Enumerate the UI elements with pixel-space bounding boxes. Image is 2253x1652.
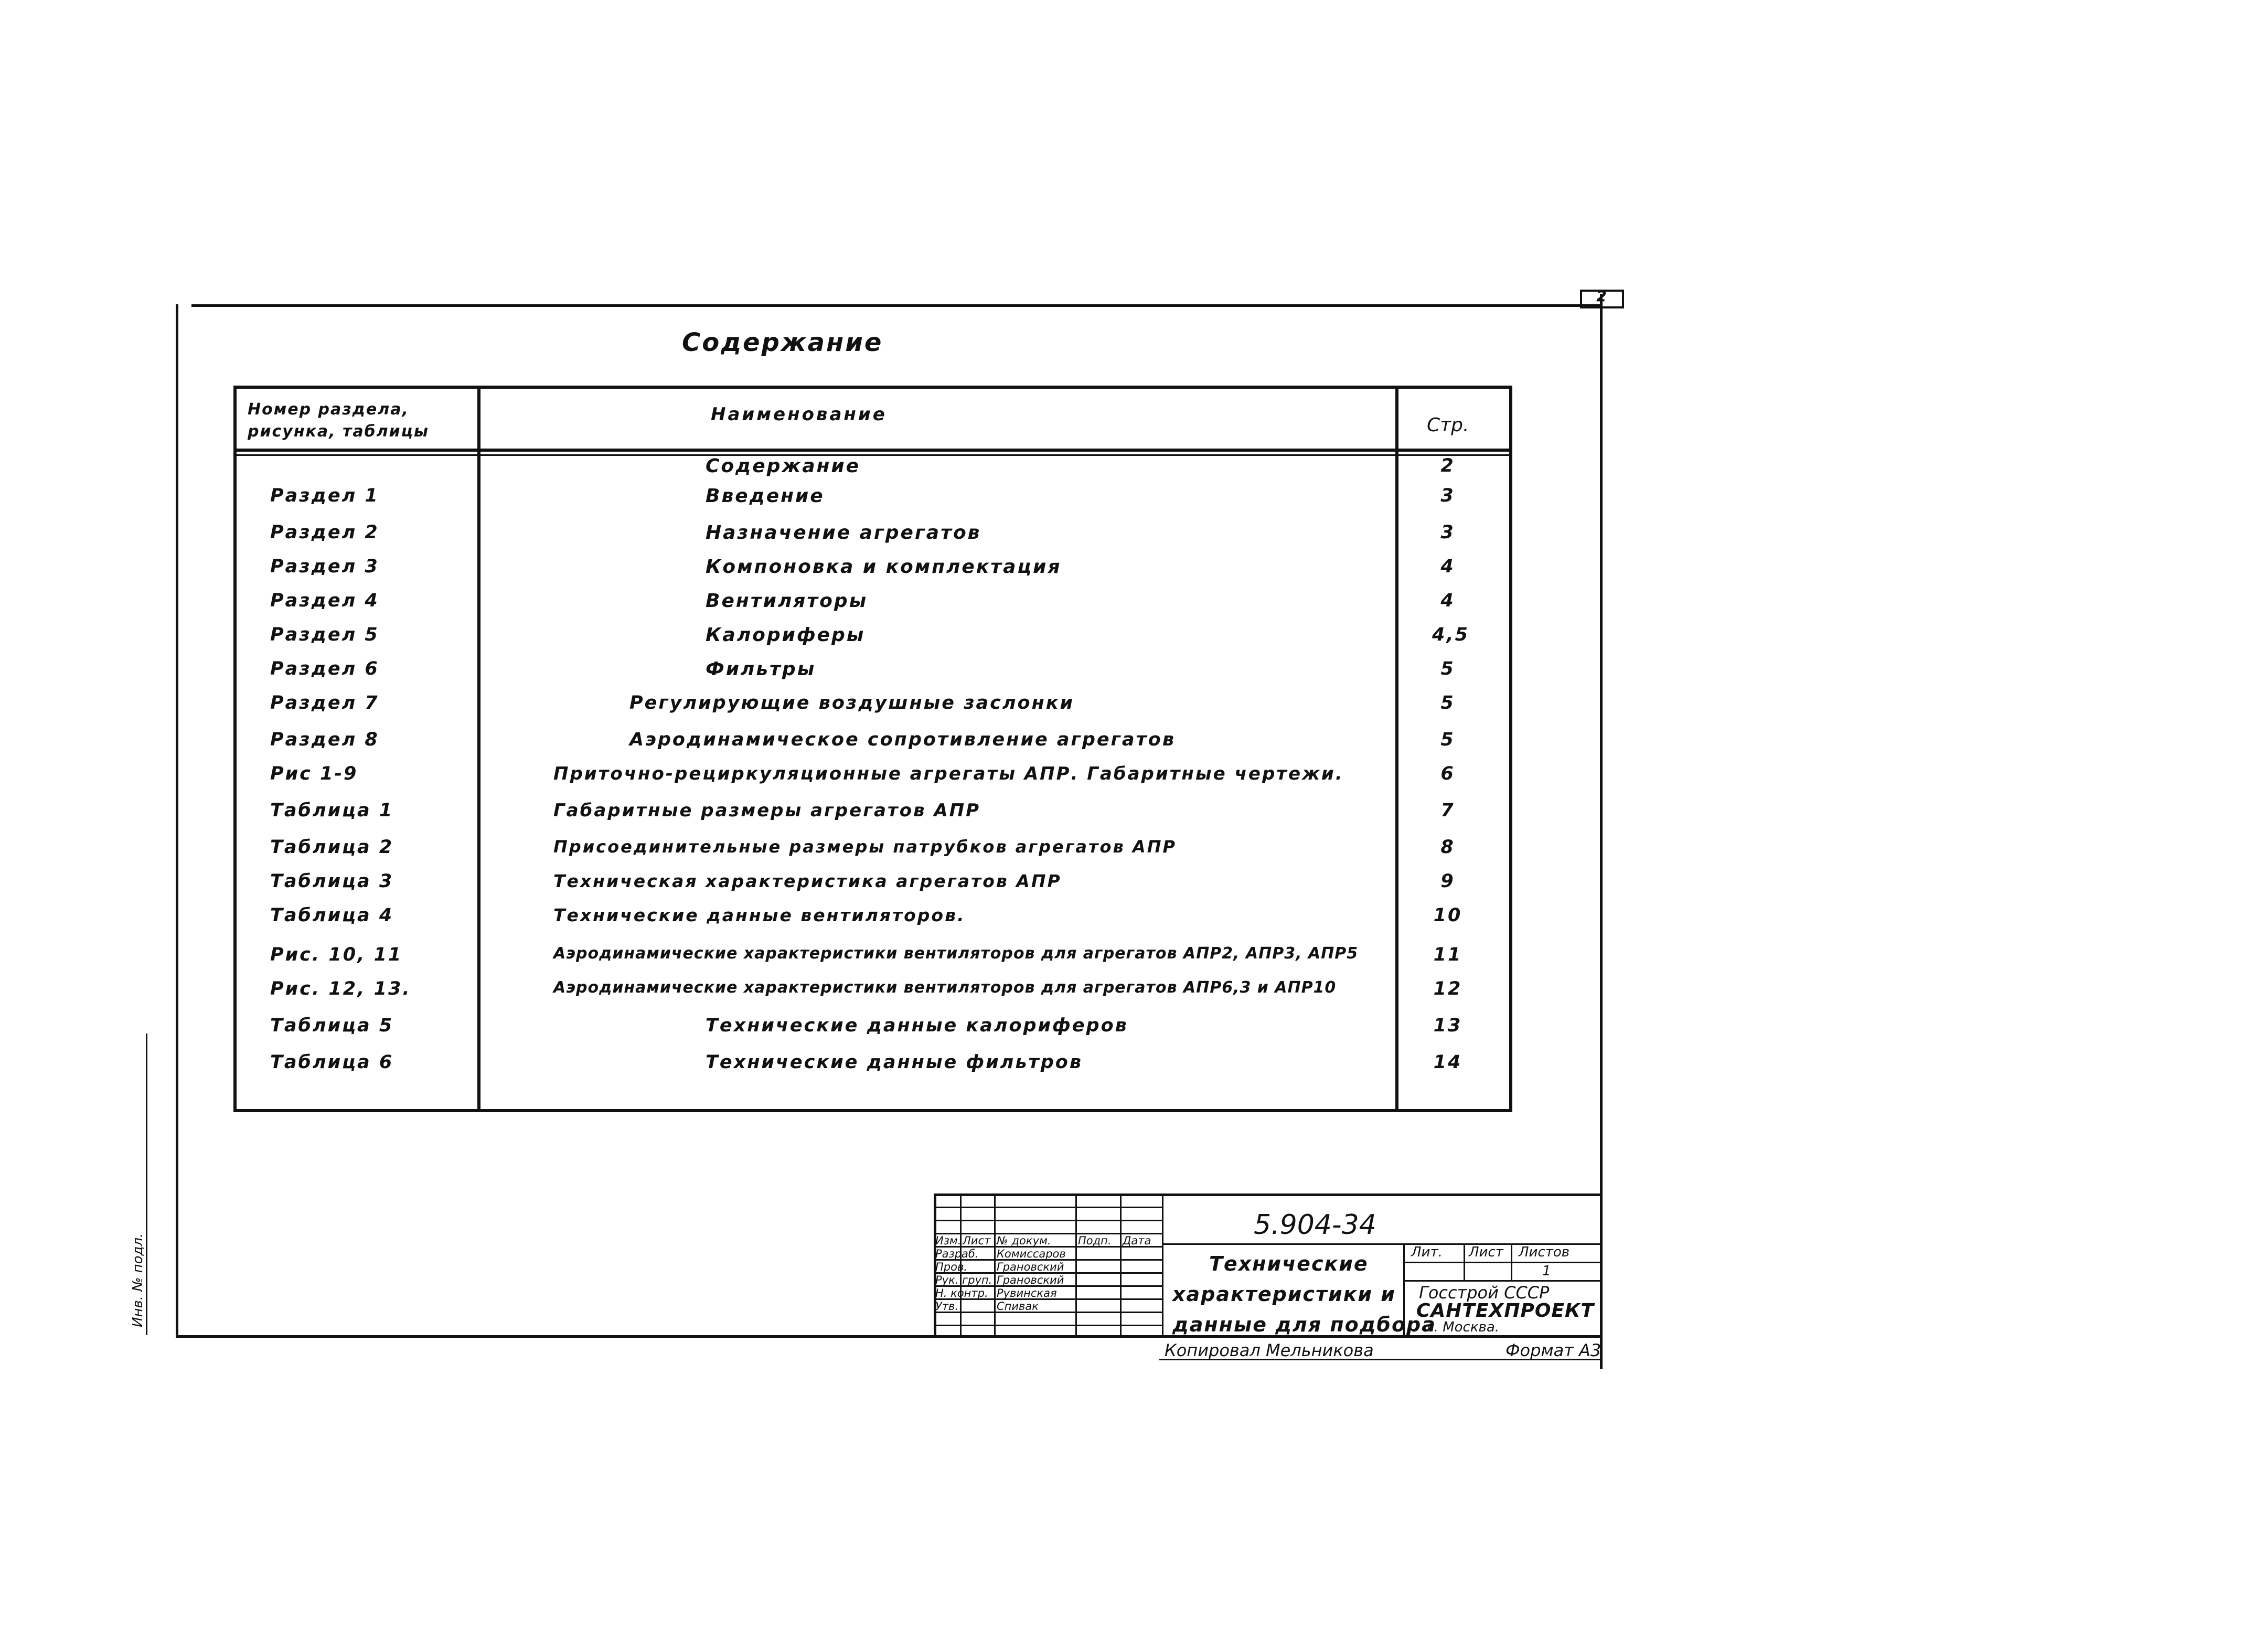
- row-ref: Таблица 2: [270, 837, 394, 858]
- lit-label: Лит.: [1411, 1244, 1443, 1260]
- row-ref: Таблица 3: [270, 871, 394, 892]
- table-header-line: [233, 449, 1512, 452]
- org-line: г. Москва.: [1427, 1319, 1500, 1335]
- row-page: 8: [1440, 837, 1455, 858]
- row-page: 4: [1440, 590, 1455, 611]
- stamp-header: Подп.: [1078, 1234, 1112, 1247]
- title-block-divider: [1464, 1243, 1465, 1280]
- stamp-person: Комиссаров: [997, 1248, 1066, 1260]
- row-name: Аэродинамические характеристики вентиляторов для агрегатов АПР6,3 и АПР10: [553, 978, 1337, 997]
- stamp-header: Лист: [963, 1234, 991, 1247]
- table-header-page: Стр.: [1427, 414, 1469, 436]
- stamp-role: Рук. груп.: [935, 1274, 992, 1286]
- row-page: 7: [1440, 800, 1455, 821]
- stamp-person: Грановский: [997, 1261, 1064, 1273]
- stamp-role: Н. контр.: [935, 1287, 988, 1299]
- row-page: 13: [1433, 1015, 1462, 1036]
- stamp-grid-line: [934, 1207, 1162, 1208]
- frame-left-border: [176, 304, 178, 1338]
- row-name: Техническая характеристика агрегатов АПР: [553, 871, 1062, 891]
- stamp-grid-line: [934, 1325, 1162, 1326]
- document-title-line: характеристики и: [1172, 1283, 1396, 1306]
- row-page: 2: [1440, 455, 1455, 476]
- row-page: 4: [1440, 556, 1455, 577]
- row-name: Калориферы: [706, 624, 866, 646]
- row-name: Присоединительные размеры патрубков агрегатов АПР: [553, 837, 1177, 857]
- row-ref: Раздел 5: [270, 624, 379, 645]
- title-block-divider: [1403, 1262, 1603, 1263]
- row-page: 10: [1433, 905, 1462, 926]
- sheet-number: 2: [1596, 287, 1607, 305]
- row-ref: Таблица 1: [270, 800, 394, 821]
- stamp-person: Грановский: [997, 1274, 1064, 1286]
- stamp-role: Разраб.: [935, 1248, 979, 1260]
- row-name: Фильтры: [706, 658, 816, 680]
- row-name: Вентиляторы: [706, 590, 868, 612]
- row-ref: Раздел 1: [270, 485, 379, 506]
- sheets-label: Листов: [1519, 1244, 1570, 1260]
- table-column-divider: [477, 386, 481, 1112]
- row-ref: Раздел 7: [270, 692, 379, 713]
- row-page: 5: [1440, 729, 1455, 750]
- stamp-role: Утв.: [935, 1300, 959, 1313]
- stamp-grid-line: [934, 1220, 1162, 1221]
- row-name: Технические данные вентиляторов.: [553, 905, 966, 925]
- stamp-grid-line: [1162, 1193, 1163, 1335]
- row-ref: Раздел 8: [270, 729, 379, 750]
- row-page: 3: [1440, 522, 1455, 543]
- row-page: 3: [1440, 485, 1455, 506]
- stamp-grid-line: [934, 1312, 1162, 1313]
- title-block-divider: [1511, 1243, 1512, 1280]
- stamp-role: Пров.: [935, 1261, 968, 1273]
- table-header-number: Номер раздела, рисунка, таблицы: [248, 400, 429, 441]
- row-name: Технические данные фильтров: [706, 1052, 1083, 1073]
- row-ref: Рис. 12, 13.: [270, 978, 411, 999]
- row-name: Компоновка и комплектация: [706, 556, 1062, 578]
- table-header-line: [233, 454, 1512, 456]
- stamp-grid-line: [1120, 1193, 1122, 1335]
- stamp-header: Изм.: [935, 1234, 962, 1247]
- stamp-grid-line: [1075, 1193, 1077, 1335]
- row-page: 9: [1440, 871, 1455, 892]
- row-name: Аэродинамическое сопротивление агрегатов: [629, 729, 1176, 750]
- org-line: Госстрой СССР: [1419, 1283, 1550, 1303]
- row-page: 5: [1440, 658, 1455, 679]
- row-name: Аэродинамические характеристики вентиляторов для агрегатов АПР2, АПР3, АПР5: [553, 944, 1359, 963]
- row-ref: Таблица 6: [270, 1052, 394, 1073]
- sheets-value: 1: [1542, 1263, 1551, 1279]
- row-page: 5: [1440, 692, 1455, 713]
- stamp-person: Рувинская: [997, 1287, 1057, 1299]
- row-name: Габаритные размеры агрегатов АПР: [553, 800, 981, 821]
- document-title-line: Технические: [1209, 1252, 1369, 1275]
- row-ref: Раздел 6: [270, 658, 379, 679]
- row-page: 6: [1440, 763, 1455, 784]
- row-name: Приточно-рециркуляционные агрегаты АПР. Габаритные чертежи.: [553, 763, 1344, 784]
- row-page: 11: [1433, 944, 1462, 965]
- row-ref: Раздел 2: [270, 522, 379, 543]
- stamp-grid-line: [994, 1193, 996, 1335]
- format-label: Формат А3: [1505, 1340, 1601, 1360]
- table-column-divider: [1395, 386, 1398, 1112]
- stamp-grid-line: [934, 1193, 1162, 1195]
- frame-top-border: [191, 304, 1603, 307]
- margin-inventory-label: Инв. № подл.: [130, 1233, 146, 1327]
- title-block-divider: [1403, 1243, 1405, 1335]
- row-name: Технические данные калориферов: [706, 1015, 1128, 1036]
- table-header-name: Наименование: [711, 404, 887, 425]
- sheet-label: Лист: [1469, 1244, 1503, 1260]
- document-title: [1172, 1249, 1436, 1340]
- margin-strip-line: [146, 1033, 147, 1335]
- row-ref: Рис 1-9: [270, 763, 358, 784]
- document-code: 5.904-34: [1254, 1209, 1376, 1241]
- row-ref: Раздел 3: [270, 556, 379, 577]
- org-line: САНТЕХПРОЕКТ: [1416, 1300, 1595, 1321]
- row-ref: Рис. 10, 11: [270, 944, 403, 965]
- stamp-person: Спивак: [997, 1300, 1039, 1313]
- row-name: Содержание: [706, 455, 861, 477]
- row-ref: Таблица 4: [270, 905, 394, 926]
- document-title-line: данные для подбора: [1172, 1313, 1436, 1336]
- row-name: Назначение агрегатов: [706, 522, 981, 543]
- title-block-divider: [1403, 1280, 1603, 1282]
- row-name: Регулирующие воздушные заслонки: [629, 692, 1075, 713]
- row-ref: Раздел 4: [270, 590, 379, 611]
- row-ref: Таблица 5: [270, 1015, 394, 1036]
- row-page: 12: [1433, 978, 1462, 999]
- row-page: 14: [1433, 1052, 1462, 1073]
- page-title: Содержание: [682, 328, 883, 357]
- copied-by: Копировал Мельникова: [1165, 1340, 1374, 1360]
- stamp-header: № докум.: [997, 1234, 1051, 1247]
- row-name: Введение: [706, 485, 825, 507]
- stamp-header: Дата: [1123, 1234, 1151, 1247]
- row-page: 4,5: [1432, 624, 1470, 645]
